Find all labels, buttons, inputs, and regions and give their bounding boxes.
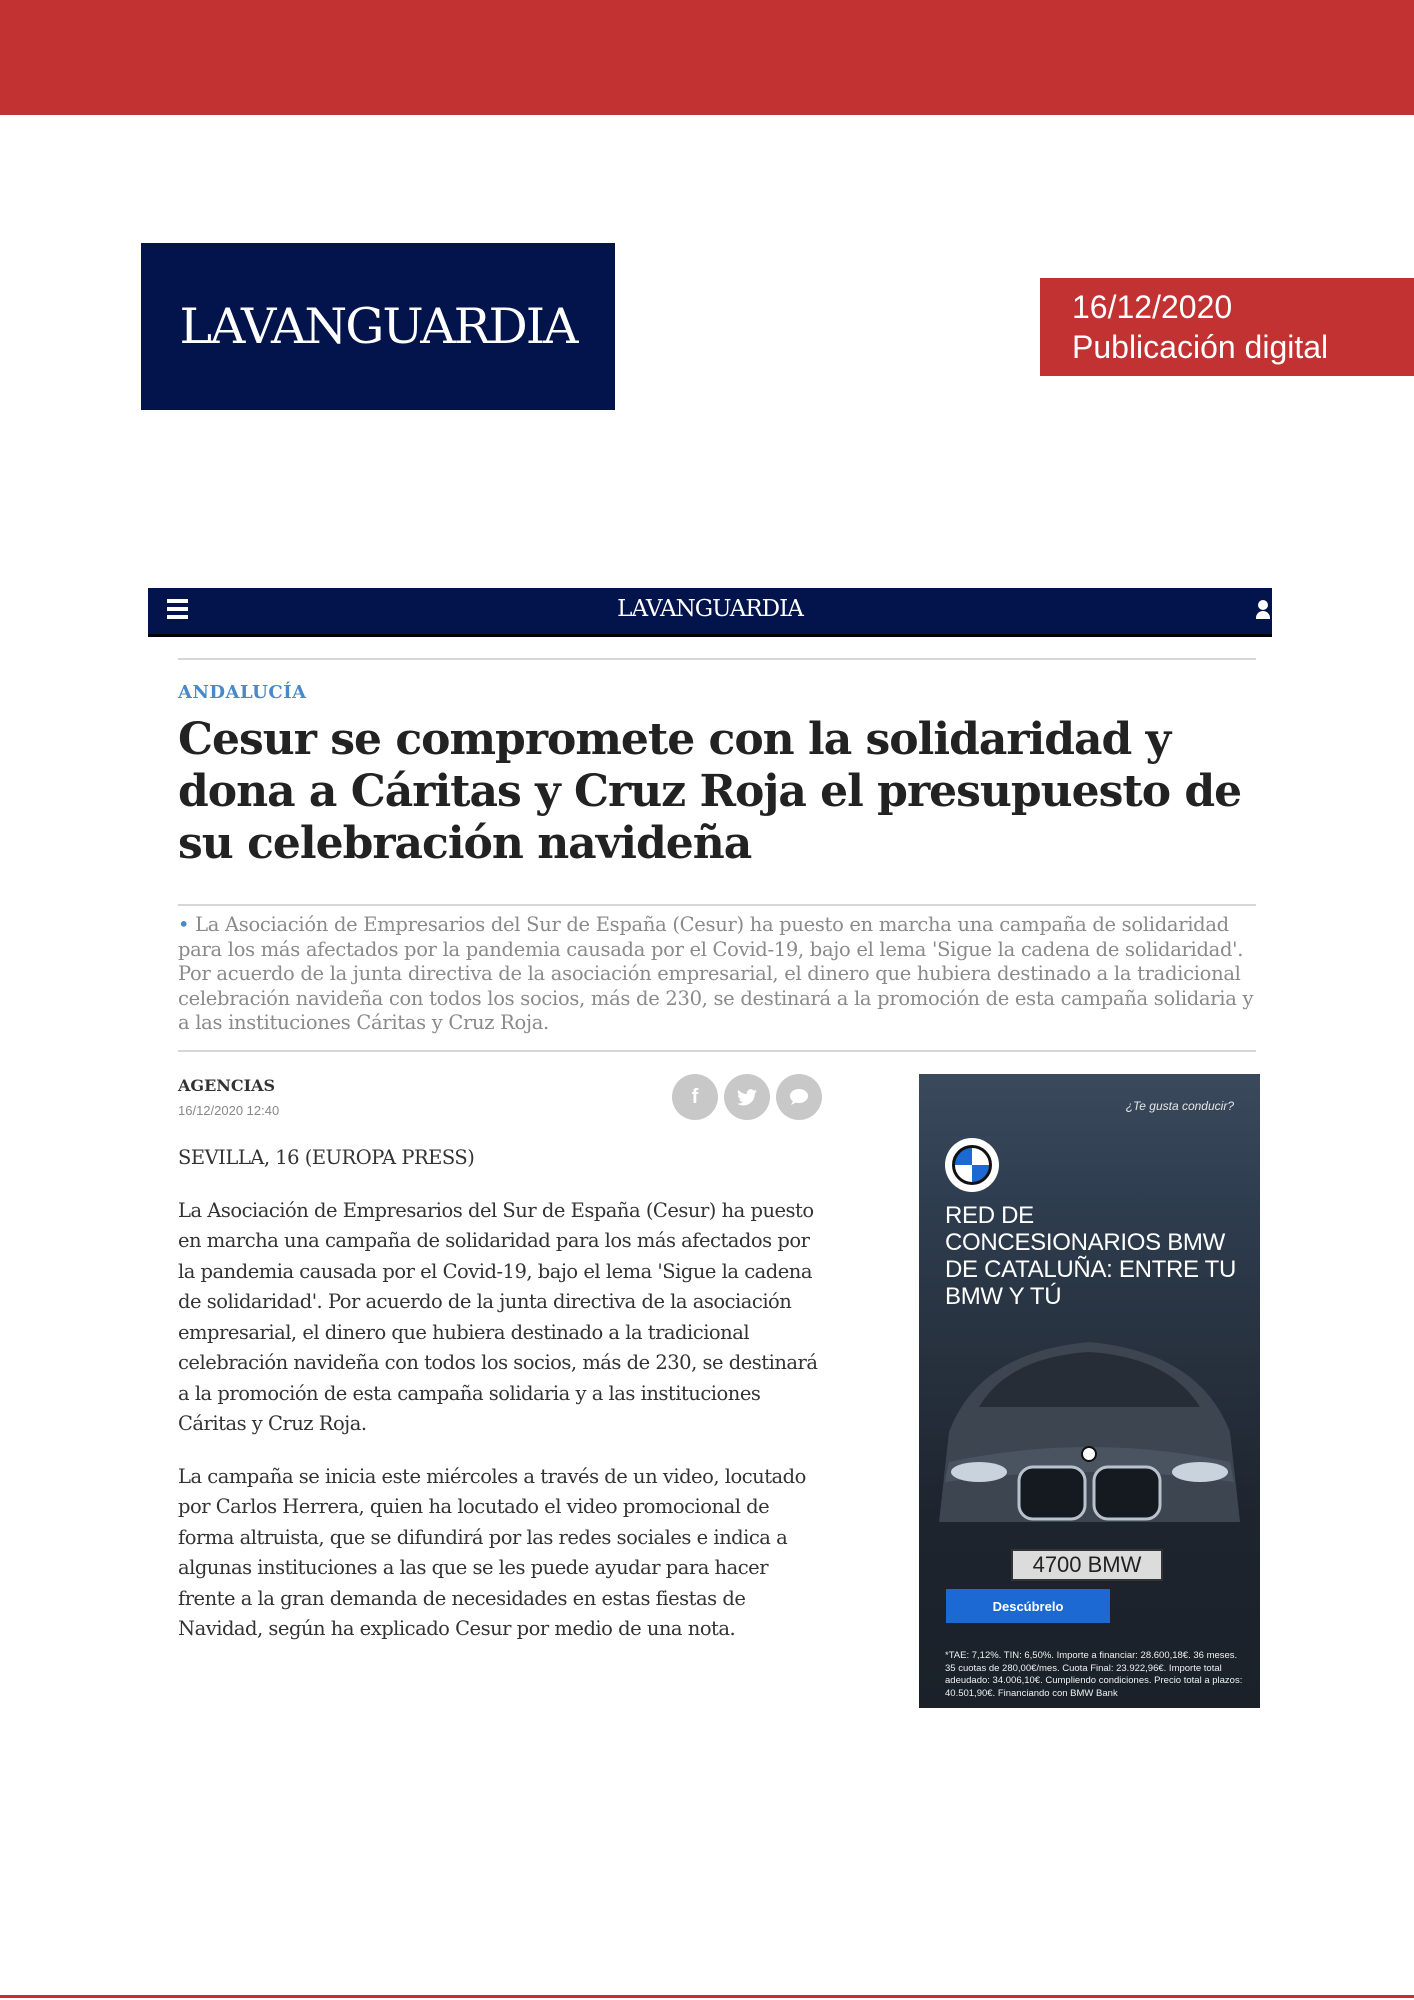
newspaper-logo [141, 243, 615, 410]
license-plate: 4700 BMW [1011, 1549, 1163, 1581]
section-label[interactable]: ANDALUCÍA [178, 682, 307, 703]
logo-text: LAVANGUARDIA [179, 298, 577, 355]
article-body [178, 1143, 824, 1667]
ad-legal-text: *TAE: 7,12%. TIN: 6,50%. Importe a financiar: 28.600,18€. 36 meses. 35 cuotas de 280,00€/mes. Cuota Final: 23.922,96€. Importe total adeudado: 34.006,10€. Cumpliendo condiciones. Precio total a plazos: 40.501,90€. Financiando con BMW Bank [945, 1650, 1243, 1699]
bottom-red-line [0, 1995, 1414, 1998]
bullet-icon: • [178, 913, 190, 936]
article-headline: Cesur se compromete con la solidaridad y dona a Cáritas y Cruz Roja el presupuesto de su celebración navideña [178, 714, 1242, 869]
divider [178, 1050, 1256, 1052]
comment-icon [789, 1088, 809, 1106]
publication-type: Publicación digital [1072, 329, 1329, 365]
divider [178, 904, 1256, 906]
article-timestamp: 16/12/2020 12:40 [178, 1103, 280, 1118]
bmw-logo-icon [945, 1138, 999, 1192]
publication-date: 16/12/2020 [1072, 289, 1233, 325]
share-buttons [672, 1074, 822, 1120]
article-paragraph: La Asociación de Empresarios del Sur de España (Cesur) ha puesto en marcha una campaña de solidaridad para los más afectados por la pandemia causada por el Covid-19, bajo el lema 'Sigue la cadena de solidaridad'. Por acuerdo de la junta directiva de la asociación empresarial, el dinero que hubiera destinado a la tradicional celebración navideña con todos los socios, más de 230, se destinará a la promoción de esta campaña solidaria y a las instituciones Cáritas y Cruz Roja. [178, 1198, 818, 1435]
site-nav-bar [148, 588, 1272, 634]
ad-tagline: ¿Te gusta conducir? [1125, 1099, 1234, 1113]
car-image [919, 1312, 1260, 1532]
publication-info-box [1040, 278, 1414, 376]
divider [178, 658, 1256, 660]
ad-cta-button[interactable]: Descúbrelo [946, 1589, 1110, 1623]
article-author: AGENCIAS [178, 1076, 276, 1095]
user-icon[interactable] [1255, 600, 1271, 622]
twitter-icon [737, 1089, 757, 1106]
summary-text: La Asociación de Empresarios del Sur de España (Cesur) ha puesto en marcha una campaña de solidaridad para los más afectados por la pandemia causada por el Covid-19, bajo el lema 'Sigue la cadena de solidaridad'. Por acuerdo de la junta directiva de la asociación empresarial, el dinero que hubiera destinado a la tradicional celebración navideña con todos los socios, más de 230, se destinará a la promoción de esta campaña solidaria y a las instituciones Cáritas y Cruz Roja. [178, 913, 1254, 1034]
article-screenshot [148, 588, 1272, 1699]
bmw-advertisement[interactable] [919, 1074, 1260, 1708]
article-paragraph: La campaña se inicia este miércoles a través de un video, locutado por Carlos Herrera, quien ha locutado el video promocional de forma altruista, que se difundirá por las redes sociales e indica a algunas instituciones a las que se les puede ayudar para hacer frente a la gran demanda de necesidades en estas fiestas de Navidad, según ha explicado Cesur por medio de una nota. [178, 1464, 806, 1640]
nav-logo[interactable]: LAVANGUARDIA [617, 596, 803, 622]
twitter-share-button[interactable] [724, 1074, 770, 1120]
article-paragraph: SEVILLA, 16 (EUROPA PRESS) [178, 1146, 475, 1169]
facebook-share-button[interactable] [672, 1074, 718, 1120]
top-red-band [0, 0, 1414, 115]
comment-button[interactable] [776, 1074, 822, 1120]
facebook-icon: f [691, 1085, 699, 1108]
article-summary [178, 913, 1258, 1036]
ad-headline: RED DE CONCESIONARIOS BMW DE CATALUÑA: ENTRE TU BMW Y TÚ [945, 1202, 1237, 1310]
